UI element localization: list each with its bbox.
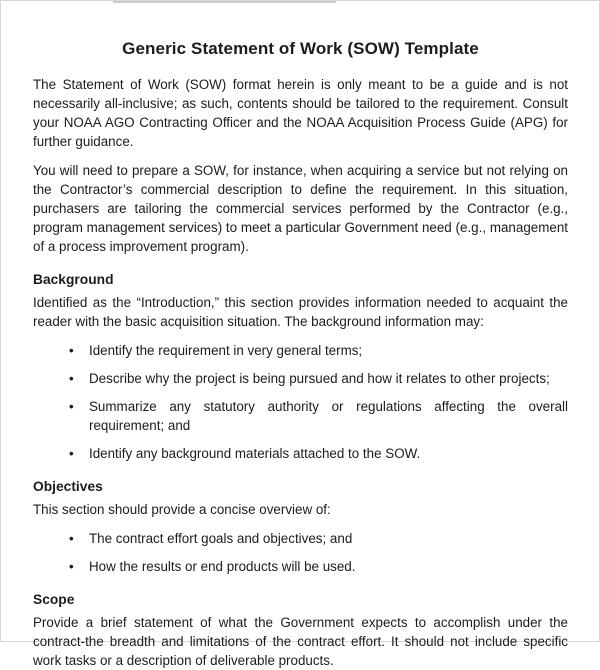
section-background [33,270,568,463]
section-scope [33,590,568,670]
page-title: Generic Statement of Work (SOW) Template [122,39,479,58]
list-item [33,341,568,360]
bullet-icon: • [69,446,74,461]
section-body: Provide a brief statement of what the Government expects to accomplish under the contract-the breadth and limitations of the contract effort. It should not include specific work tasks or a description of deliverable products. [33,615,568,668]
list-item [33,444,568,463]
bullet-list [33,529,568,576]
list-item-text: How the results or end products will be used. [89,559,356,574]
section-objectives [33,477,568,576]
section-heading: Scope [33,592,75,607]
list-item [33,397,568,435]
list-item [33,369,568,388]
list-item [33,557,568,576]
list-item [33,529,568,548]
intro-paragraph-2: You will need to prepare a SOW, for instance, when acquiring a service but not relying on the Contractor’s commercial description to define the requirement. In this situation, purchasers are tailoring the commercial services performed by the Contractor (e.g., program management services) to meet a particular Government need (e.g., management of a process improvement program). [33,163,568,254]
intro-paragraph-1: The Statement of Work (SOW) format herein is only meant to be a guide and is not necessarily all-inclusive; as such, contents should be tailored to the requirement. Consult your NOAA AGO Contracting Officer and the NOAA Acquisition Process Guide (APG) for further guidance. [33,77,568,149]
section-heading: Objectives [33,479,103,494]
list-item-text: Describe why the project is being pursued and how it relates to other projects; [89,371,550,386]
section-body: This section should provide a concise overview of: [33,502,331,517]
bullet-icon: • [69,559,74,574]
bullet-icon: • [69,531,74,546]
list-item-text: Identify the requirement in very general terms; [89,343,363,358]
sections-container [33,270,568,670]
list-item-text: Identify any background materials attached to the SOW. [89,446,421,461]
list-item-text: The contract effort goals and objectives; and [89,531,353,546]
bullet-icon: • [69,371,74,386]
section-heading: Background [33,272,114,287]
bullet-icon: • [69,399,74,414]
scan-artifact-line [113,1,336,3]
bullet-list [33,341,568,463]
list-item-text: Summarize any statutory authority or regulations affecting the overall requirement; and [89,399,568,433]
section-body: Identified as the “Introduction,” this section provides information needed to acquaint the reader with the basic acquisition situation. The background information may: [33,295,568,329]
bullet-icon: • [69,343,74,358]
